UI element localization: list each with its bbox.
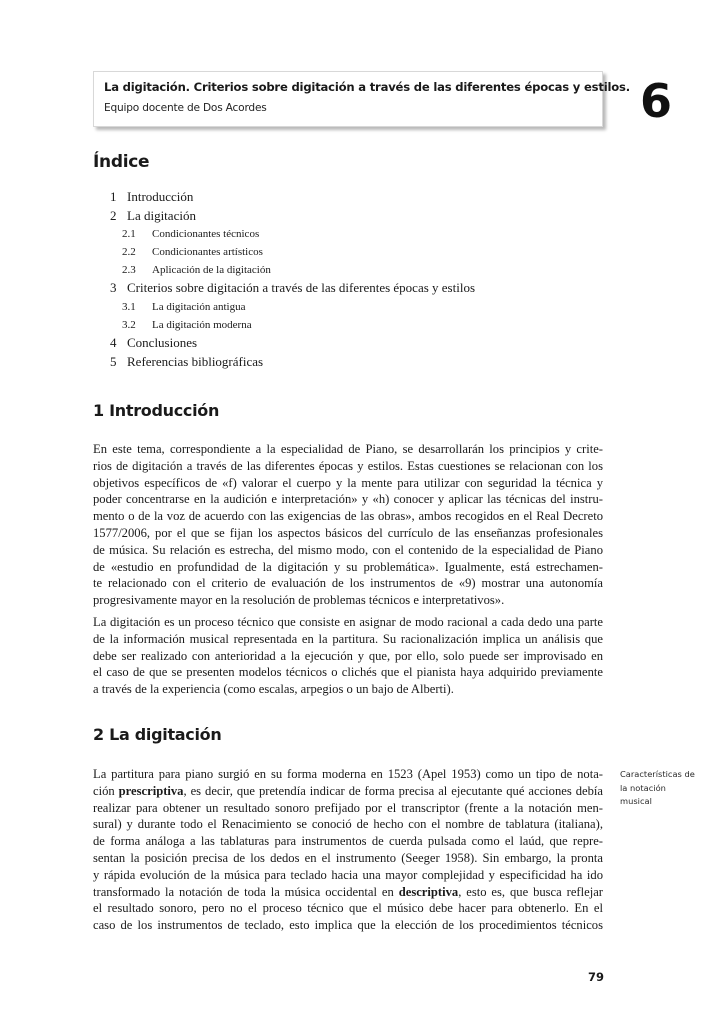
- text-line: el caso de que se presenten modelos técnicos o clichés que el pianista haya adquirido previamente: [93, 665, 603, 680]
- bold-term: descriptiva: [398, 884, 459, 899]
- text-line: [93, 884, 603, 901]
- text-fragment: sentan la posición precisa de los dedos en el instrumento (Seeger 1958). Sin embargo, la pronta: [93, 850, 603, 865]
- text-fragment: ción: [93, 783, 119, 798]
- text-line: [93, 800, 603, 817]
- text-line: te relacionado con el criterio de evaluación de los instrumentos de «9) mostrar una autonomía: [93, 576, 603, 591]
- text-line: a través de la experiencia (como escalas, arpegios o un bajo de Alberti).: [93, 682, 454, 697]
- toc-item-label: Condicionantes técnicos: [152, 228, 260, 241]
- text-fragment: y rápida evolución de la música para teclado hacia una mayor complejidad y especificidad ha ido: [93, 867, 603, 882]
- text-fragment: de forma análoga a las tablaturas para instrumentos de cuerda pulsada como el laúd, que repre-: [93, 834, 603, 849]
- text-line: La digitación es un proceso técnico que consiste en asignar de modo racional a cada dedo una parte: [93, 615, 603, 629]
- text-fragment: , es decir, que pretendía indicar de forma precisa al ejecutante qué acciones debía: [183, 783, 603, 798]
- text-fragment: transformado la notación de toda la música occidental en: [93, 884, 399, 899]
- text-line: [93, 917, 603, 934]
- section-heading-digitacion: 2 La digitación: [93, 725, 222, 744]
- toc-item: [110, 261, 610, 279]
- paragraph-introduccion-1: [93, 441, 603, 609]
- toc-item: [110, 207, 610, 226]
- chapter-number: 6: [640, 74, 673, 128]
- text-fragment: el resultado sonoro, pero no el proceso técnico que el músico debe hacer para obtenerlo. En el: [93, 901, 603, 916]
- text-line: de la información musical representada en la partitura. Su racionalización implica un análisis que: [93, 631, 603, 646]
- toc-item: [110, 298, 610, 316]
- toc-item: [110, 243, 610, 261]
- toc-item-label: Criterios sobre digitación a través de las diferentes épocas y estilos: [127, 280, 476, 296]
- text-line: [93, 783, 603, 800]
- text-line: mento o de la voz de acuerdo con las exigencias de las obras», ambos recogidos en el Real Decreto: [93, 509, 603, 524]
- toc-item-label: La digitación antigua: [152, 301, 246, 314]
- toc-item-label: Conclusiones: [127, 335, 198, 351]
- toc-item-label: Referencias bibliográficas: [127, 353, 264, 369]
- paragraph-digitacion-1: [93, 766, 603, 934]
- chapter-header-box: [93, 71, 630, 127]
- text-fragment: realizar para obtener un resultado sonoro prefijado por el transcriptor (frente a la notación men-: [93, 800, 603, 815]
- paragraph-introduccion-2: [93, 614, 603, 698]
- text-fragment: sural) y durante todo el Renacimiento se conoció de hecho con el nombre de tablatura (italiana),: [93, 817, 603, 832]
- text-fragment: La partitura para piano surgió en su forma moderna en 1523 (Apel 1953) como un tipo de nota-: [93, 767, 603, 781]
- toc-item-number: 1: [110, 189, 117, 204]
- text-fragment: caso de los instrumentos de teclado, esto implica que la elección de los procedimientos técnicos: [93, 918, 603, 933]
- section-heading-introduccion: 1 Introducción: [93, 401, 220, 420]
- text-line: [93, 867, 603, 884]
- toc-item-label: La digitación: [127, 207, 196, 223]
- toc-item-number: 3.2: [122, 319, 136, 332]
- chapter-title: La digitación. Criterios sobre digitación a través de las diferentes épocas y estilos.: [104, 80, 630, 94]
- toc-item: [110, 353, 610, 372]
- table-of-contents: [110, 188, 610, 371]
- toc-item-label: La digitación moderna: [152, 319, 252, 332]
- toc-item-number: 2.1: [122, 228, 136, 241]
- toc-item-number: 3: [110, 280, 117, 296]
- text-line: 1577/2006, por el que se fijan los aspectos básicos del currículo de las enseñanzas profesionales: [93, 525, 603, 540]
- text-line: poder concentrarse en la audición e interpretación» y «h) conocer y aplicar las técnicas del instru-: [93, 492, 603, 507]
- toc-item-label: Condicionantes artísticos: [152, 246, 263, 259]
- text-line: rios de digitación a través de las diferentes épocas y estilos. Estas cuestiones se relacionan con los: [93, 458, 603, 473]
- text-line: objetivos específicos de «f) valorar el cuerpo y la mente para utilizar con seguridad la técnica y: [93, 475, 603, 490]
- text-line: progresivamente mayor en la resolución de problemas técnicos e interpretativos».: [93, 593, 505, 608]
- toc-item-number: 2.3: [122, 264, 136, 277]
- chapter-author: Equipo docente de Dos Acordes: [104, 102, 267, 114]
- text-fragment: , esto es, que busca reflejar: [458, 884, 603, 899]
- text-line: de «estudio en profundidad de la digitación y su problemática». Igualmente, está estrechamen-: [93, 559, 603, 574]
- toc-item-number: 2: [110, 207, 117, 223]
- text-line: [93, 900, 603, 917]
- text-line: [93, 833, 603, 850]
- toc-item-number: 5: [110, 353, 117, 369]
- toc-item: [110, 334, 610, 353]
- toc-item-number: 2.2: [122, 246, 136, 259]
- margin-note: Características de la notación musical: [620, 769, 695, 806]
- text-line: [93, 766, 603, 783]
- toc-item: [110, 225, 610, 243]
- toc-item: [110, 316, 610, 334]
- toc-item-number: 4: [110, 335, 117, 351]
- text-line: En este tema, correspondiente a la especialidad de Piano, se desarrollarán los principios y crite-: [93, 442, 603, 456]
- text-line: de música. Su relación es estrecha, del mismo modo, con el contenido de la especialidad de Piano: [93, 542, 603, 557]
- toc-item-label: Introducción: [127, 189, 194, 204]
- toc-item: [110, 188, 610, 207]
- text-line: [93, 816, 603, 833]
- toc-item: [110, 279, 610, 298]
- bold-term: prescriptiva: [118, 783, 184, 798]
- toc-item-number: 3.1: [122, 301, 136, 314]
- page-number: 79: [588, 970, 605, 984]
- index-heading: Índice: [93, 152, 150, 172]
- toc-item-label: Aplicación de la digitación: [152, 264, 271, 277]
- text-line: debe ser realizado con anterioridad a la ejecución y que, por ello, solo puede ser improvisado en: [93, 648, 603, 663]
- text-line: [93, 850, 603, 867]
